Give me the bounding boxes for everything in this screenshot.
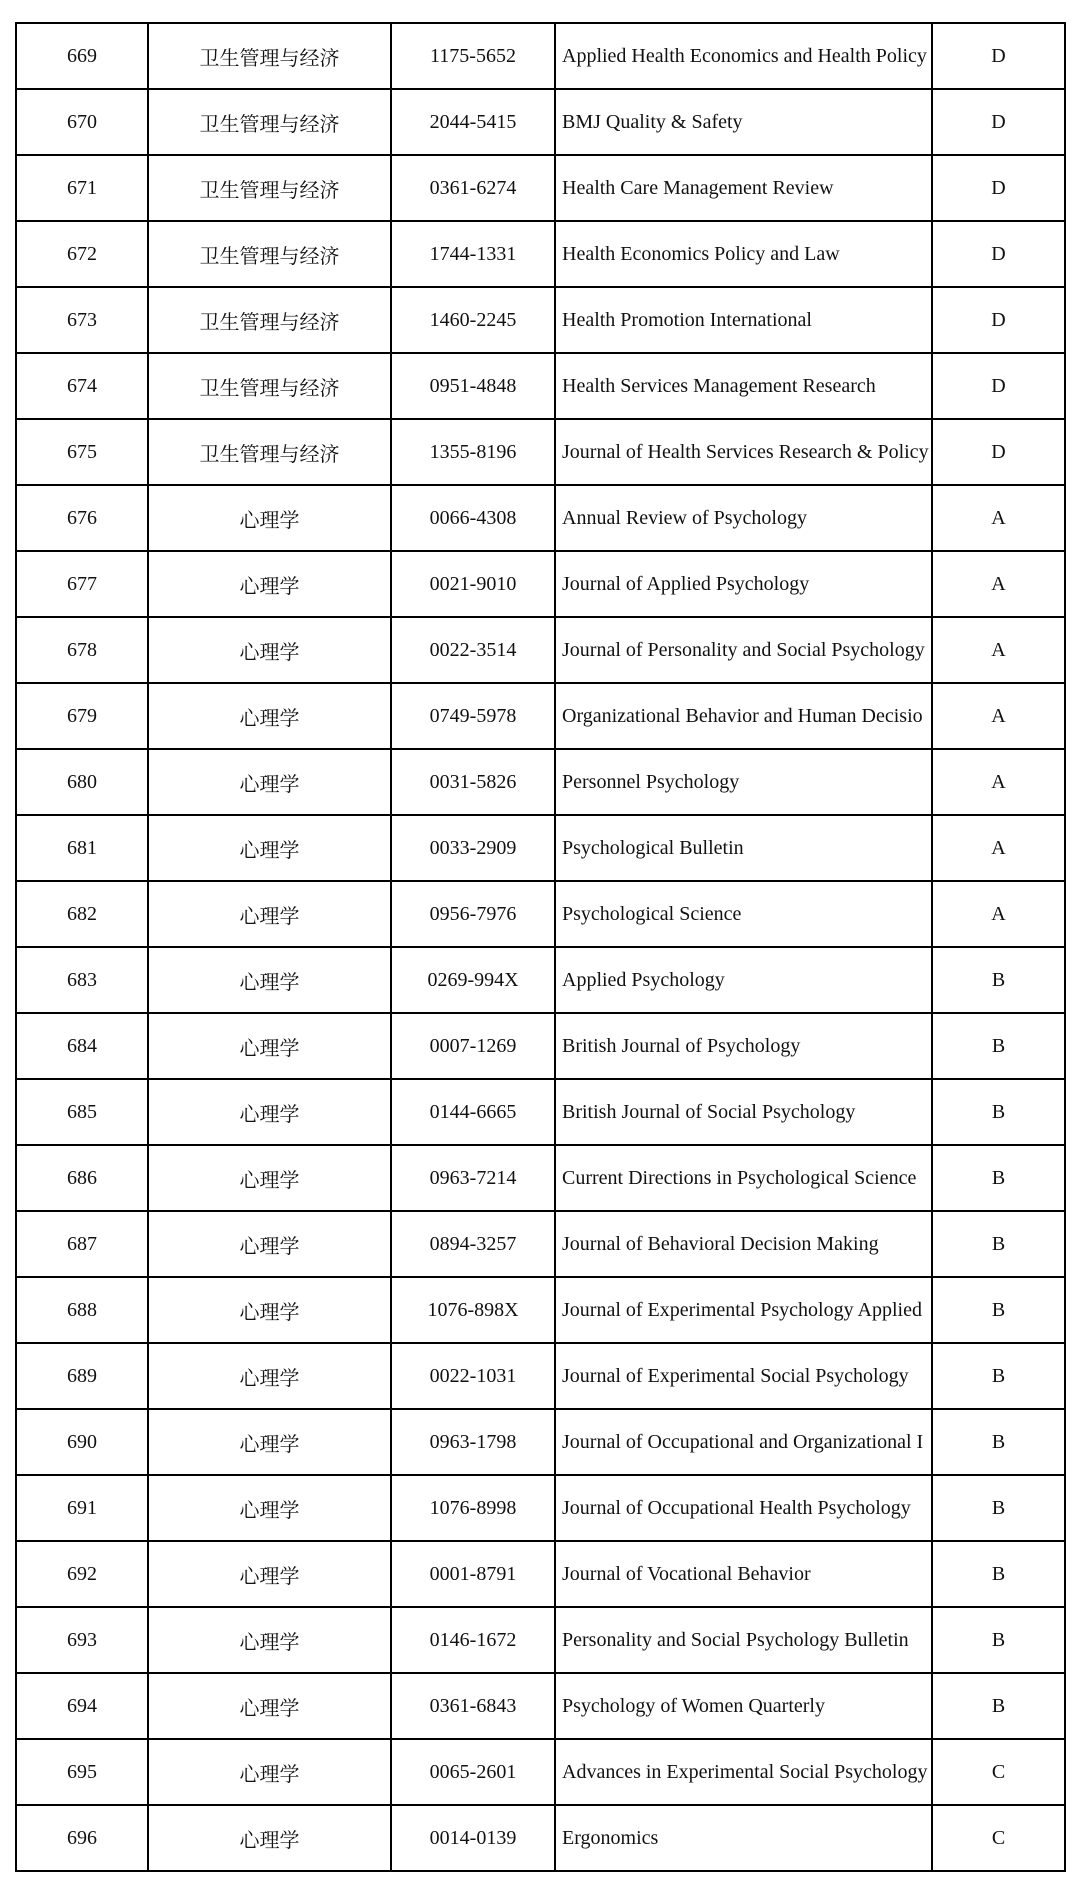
row-journal-title: Journal of Occupational and Organizational I xyxy=(555,1409,932,1475)
row-journal-title: Journal of Behavioral Decision Making xyxy=(555,1211,932,1277)
row-issn: 0031-5826 xyxy=(391,749,555,815)
row-issn: 0894-3257 xyxy=(391,1211,555,1277)
table-row xyxy=(16,1409,1065,1475)
row-number: 677 xyxy=(16,551,148,617)
row-grade: C xyxy=(932,1739,1065,1805)
table-row xyxy=(16,419,1065,485)
table-row xyxy=(16,881,1065,947)
row-issn: 1175-5652 xyxy=(391,23,555,89)
table-row xyxy=(16,815,1065,881)
row-grade: B xyxy=(932,947,1065,1013)
table-row xyxy=(16,1013,1065,1079)
row-journal-title: Journal of Experimental Social Psychology xyxy=(555,1343,932,1409)
table-row xyxy=(16,353,1065,419)
row-journal-title: Personnel Psychology xyxy=(555,749,932,815)
row-issn: 0014-0139 xyxy=(391,1805,555,1871)
row-journal-title: British Journal of Psychology xyxy=(555,1013,932,1079)
row-issn: 0956-7976 xyxy=(391,881,555,947)
row-grade: C xyxy=(932,1805,1065,1871)
row-grade: A xyxy=(932,617,1065,683)
row-category: 卫生管理与经济 xyxy=(148,23,391,89)
row-journal-title: Personality and Social Psychology Bulletin xyxy=(555,1607,932,1673)
row-number: 672 xyxy=(16,221,148,287)
row-category: 心理学 xyxy=(148,1673,391,1739)
row-issn: 0007-1269 xyxy=(391,1013,555,1079)
row-category: 心理学 xyxy=(148,749,391,815)
row-grade: A xyxy=(932,881,1065,947)
row-journal-title: Applied Health Economics and Health Policy xyxy=(555,23,932,89)
row-issn: 1076-898X xyxy=(391,1277,555,1343)
row-journal-title: Psychology of Women Quarterly xyxy=(555,1673,932,1739)
row-journal-title: Journal of Occupational Health Psychology xyxy=(555,1475,932,1541)
row-category: 心理学 xyxy=(148,815,391,881)
row-number: 676 xyxy=(16,485,148,551)
table-row xyxy=(16,683,1065,749)
row-category: 卫生管理与经济 xyxy=(148,221,391,287)
row-issn: 0963-1798 xyxy=(391,1409,555,1475)
row-grade: A xyxy=(932,683,1065,749)
row-grade: B xyxy=(932,1277,1065,1343)
table-row xyxy=(16,947,1065,1013)
table-row xyxy=(16,1475,1065,1541)
row-issn: 0022-3514 xyxy=(391,617,555,683)
row-number: 671 xyxy=(16,155,148,221)
row-journal-title: Organizational Behavior and Human Decisio xyxy=(555,683,932,749)
row-number: 686 xyxy=(16,1145,148,1211)
row-issn: 0749-5978 xyxy=(391,683,555,749)
row-number: 674 xyxy=(16,353,148,419)
row-number: 685 xyxy=(16,1079,148,1145)
row-grade: D xyxy=(932,221,1065,287)
table-row xyxy=(16,485,1065,551)
journal-ranking-table xyxy=(15,22,1066,1872)
row-grade: B xyxy=(932,1145,1065,1211)
row-issn: 0065-2601 xyxy=(391,1739,555,1805)
row-number: 669 xyxy=(16,23,148,89)
table-row xyxy=(16,287,1065,353)
row-category: 卫生管理与经济 xyxy=(148,287,391,353)
row-number: 678 xyxy=(16,617,148,683)
row-issn: 2044-5415 xyxy=(391,89,555,155)
row-grade: A xyxy=(932,485,1065,551)
row-number: 683 xyxy=(16,947,148,1013)
row-category: 心理学 xyxy=(148,1343,391,1409)
row-journal-title: British Journal of Social Psychology xyxy=(555,1079,932,1145)
row-category: 心理学 xyxy=(148,551,391,617)
row-category: 心理学 xyxy=(148,1013,391,1079)
row-issn: 0033-2909 xyxy=(391,815,555,881)
row-issn: 0951-4848 xyxy=(391,353,555,419)
row-grade: D xyxy=(932,89,1065,155)
row-journal-title: Journal of Personality and Social Psychology xyxy=(555,617,932,683)
row-grade: D xyxy=(932,419,1065,485)
row-number: 694 xyxy=(16,1673,148,1739)
row-issn: 0361-6274 xyxy=(391,155,555,221)
table-row xyxy=(16,89,1065,155)
row-issn: 1076-8998 xyxy=(391,1475,555,1541)
row-category: 心理学 xyxy=(148,1607,391,1673)
row-number: 675 xyxy=(16,419,148,485)
row-category: 心理学 xyxy=(148,683,391,749)
row-number: 690 xyxy=(16,1409,148,1475)
table-row xyxy=(16,1805,1065,1871)
row-number: 696 xyxy=(16,1805,148,1871)
row-category: 卫生管理与经济 xyxy=(148,89,391,155)
row-category: 心理学 xyxy=(148,617,391,683)
row-category: 心理学 xyxy=(148,1277,391,1343)
row-number: 682 xyxy=(16,881,148,947)
row-number: 681 xyxy=(16,815,148,881)
row-number: 684 xyxy=(16,1013,148,1079)
row-number: 689 xyxy=(16,1343,148,1409)
table-row xyxy=(16,1277,1065,1343)
row-category: 心理学 xyxy=(148,1475,391,1541)
row-number: 680 xyxy=(16,749,148,815)
table-row xyxy=(16,617,1065,683)
row-grade: D xyxy=(932,287,1065,353)
row-journal-title: Psychological Science xyxy=(555,881,932,947)
table-row xyxy=(16,1145,1065,1211)
row-issn: 0066-4308 xyxy=(391,485,555,551)
row-grade: B xyxy=(932,1607,1065,1673)
row-issn: 1355-8196 xyxy=(391,419,555,485)
row-issn: 0963-7214 xyxy=(391,1145,555,1211)
row-journal-title: Psychological Bulletin xyxy=(555,815,932,881)
row-category: 心理学 xyxy=(148,1739,391,1805)
row-grade: B xyxy=(932,1343,1065,1409)
row-issn: 0269-994X xyxy=(391,947,555,1013)
row-issn: 0144-6665 xyxy=(391,1079,555,1145)
row-issn: 1460-2245 xyxy=(391,287,555,353)
row-journal-title: Health Economics Policy and Law xyxy=(555,221,932,287)
row-issn: 0021-9010 xyxy=(391,551,555,617)
row-category: 心理学 xyxy=(148,881,391,947)
row-number: 695 xyxy=(16,1739,148,1805)
row-category: 心理学 xyxy=(148,1409,391,1475)
row-journal-title: Ergonomics xyxy=(555,1805,932,1871)
row-number: 691 xyxy=(16,1475,148,1541)
table-row xyxy=(16,155,1065,221)
table-row xyxy=(16,1211,1065,1277)
row-journal-title: Health Care Management Review xyxy=(555,155,932,221)
row-category: 卫生管理与经济 xyxy=(148,155,391,221)
row-category: 心理学 xyxy=(148,1079,391,1145)
row-issn: 0361-6843 xyxy=(391,1673,555,1739)
row-journal-title: Advances in Experimental Social Psychology xyxy=(555,1739,932,1805)
row-grade: B xyxy=(932,1409,1065,1475)
table-row xyxy=(16,1541,1065,1607)
row-grade: A xyxy=(932,551,1065,617)
row-category: 卫生管理与经济 xyxy=(148,419,391,485)
table-body xyxy=(16,23,1065,1871)
row-issn: 0022-1031 xyxy=(391,1343,555,1409)
row-issn: 0001-8791 xyxy=(391,1541,555,1607)
row-category: 心理学 xyxy=(148,485,391,551)
row-journal-title: Health Promotion International xyxy=(555,287,932,353)
table-row xyxy=(16,1343,1065,1409)
row-number: 687 xyxy=(16,1211,148,1277)
row-journal-title: Annual Review of Psychology xyxy=(555,485,932,551)
row-category: 心理学 xyxy=(148,1541,391,1607)
row-category: 心理学 xyxy=(148,1805,391,1871)
table-row xyxy=(16,1079,1065,1145)
row-grade: D xyxy=(932,23,1065,89)
row-journal-title: Current Directions in Psychological Science xyxy=(555,1145,932,1211)
row-issn: 0146-1672 xyxy=(391,1607,555,1673)
row-number: 670 xyxy=(16,89,148,155)
row-grade: B xyxy=(932,1673,1065,1739)
row-grade: D xyxy=(932,155,1065,221)
table-row xyxy=(16,1739,1065,1805)
row-number: 692 xyxy=(16,1541,148,1607)
table-row xyxy=(16,221,1065,287)
row-grade: A xyxy=(932,749,1065,815)
row-grade: B xyxy=(932,1541,1065,1607)
row-category: 心理学 xyxy=(148,1145,391,1211)
row-number: 679 xyxy=(16,683,148,749)
row-grade: B xyxy=(932,1013,1065,1079)
row-journal-title: Health Services Management Research xyxy=(555,353,932,419)
row-grade: B xyxy=(932,1079,1065,1145)
row-number: 673 xyxy=(16,287,148,353)
row-journal-title: Journal of Vocational Behavior xyxy=(555,1541,932,1607)
row-journal-title: Journal of Health Services Research & Policy xyxy=(555,419,932,485)
table-row xyxy=(16,749,1065,815)
table-row xyxy=(16,23,1065,89)
table-row xyxy=(16,551,1065,617)
table-row xyxy=(16,1607,1065,1673)
row-journal-title: Journal of Experimental Psychology Applied xyxy=(555,1277,932,1343)
row-journal-title: Journal of Applied Psychology xyxy=(555,551,932,617)
row-journal-title: Applied Psychology xyxy=(555,947,932,1013)
row-category: 心理学 xyxy=(148,1211,391,1277)
row-number: 693 xyxy=(16,1607,148,1673)
row-grade: B xyxy=(932,1211,1065,1277)
row-grade: B xyxy=(932,1475,1065,1541)
row-category: 卫生管理与经济 xyxy=(148,353,391,419)
row-grade: D xyxy=(932,353,1065,419)
table-row xyxy=(16,1673,1065,1739)
row-category: 心理学 xyxy=(148,947,391,1013)
row-journal-title: BMJ Quality & Safety xyxy=(555,89,932,155)
row-number: 688 xyxy=(16,1277,148,1343)
row-issn: 1744-1331 xyxy=(391,221,555,287)
row-grade: A xyxy=(932,815,1065,881)
